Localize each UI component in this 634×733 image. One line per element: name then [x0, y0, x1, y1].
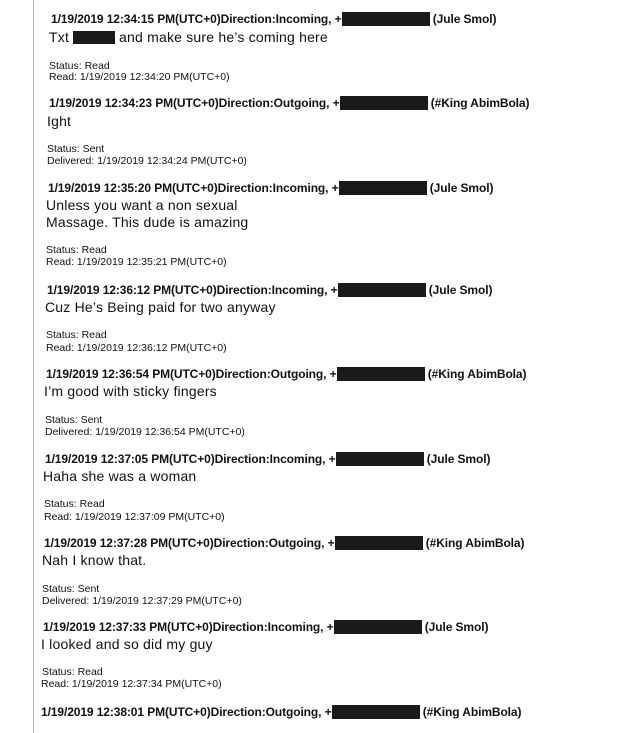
redacted-phone-number — [336, 452, 424, 466]
contact-name: (Jule Smol) — [424, 620, 489, 634]
timestamp: 1/19/2019 12:36:12 PM(UTC+0) — [47, 283, 217, 297]
status-detail: Read: 1/19/2019 12:34:20 PM(UTC+0) — [49, 71, 230, 83]
status-detail: Read: 1/19/2019 12:36:12 PM(UTC+0) — [46, 342, 227, 354]
timestamp: 1/19/2019 12:37:33 PM(UTC+0) — [43, 620, 213, 634]
timestamp: 1/19/2019 12:34:23 PM(UTC+0) — [49, 96, 219, 110]
status-detail: Delivered: 1/19/2019 12:34:24 PM(UTC+0) — [47, 155, 247, 167]
message-text — [42, 552, 146, 569]
message-line: Txt — [49, 29, 70, 45]
timestamp: 1/19/2019 12:37:28 PM(UTC+0) — [44, 536, 214, 550]
redacted-phone-number — [339, 181, 427, 195]
message-header — [47, 283, 492, 297]
status-label: Status: Read — [42, 666, 103, 678]
direction: Direction:Incoming, + — [220, 12, 342, 26]
contact-name: (Jule Smol) — [428, 283, 493, 297]
timestamp: 1/19/2019 12:35:20 PM(UTC+0) — [48, 181, 218, 195]
status-label: Status: Read — [49, 60, 110, 72]
status-label: Status: Sent — [42, 583, 100, 595]
message-line: Unless you want a non sexual — [46, 197, 238, 213]
message-text — [47, 113, 71, 130]
status-label: Status: Read — [46, 244, 107, 256]
message-line: and make sure he’s coming here — [119, 29, 328, 45]
message-text — [49, 29, 328, 46]
message-text — [41, 636, 213, 653]
direction: Direction:Outgoing, + — [210, 705, 332, 719]
contact-name: (Jule Smol) — [429, 181, 494, 195]
status-label: Status: Sent — [45, 414, 103, 426]
redacted-phone-number — [337, 367, 425, 381]
message-text — [46, 197, 248, 231]
message-line: Cuz He’s Being paid for two anyway — [45, 299, 276, 315]
redacted-name — [73, 31, 115, 44]
status-detail: Delivered: 1/19/2019 12:36:54 PM(UTC+0) — [45, 426, 245, 438]
status-detail: Read: 1/19/2019 12:37:34 PM(UTC+0) — [41, 678, 222, 690]
message-header — [41, 705, 521, 719]
redacted-phone-number — [332, 705, 420, 719]
message-header — [43, 620, 488, 634]
message-line: I’m good with sticky fingers — [44, 383, 217, 399]
timestamp: 1/19/2019 12:34:15 PM(UTC+0) — [51, 12, 221, 26]
contact-name: (Jule Smol) — [426, 452, 491, 466]
redacted-phone-number — [338, 283, 426, 297]
message-header — [51, 12, 496, 26]
contact-name: (Jule Smol) — [432, 12, 497, 26]
direction: Direction:Incoming, + — [212, 620, 334, 634]
redacted-phone-number — [335, 536, 423, 550]
status-label: Status: Read — [44, 498, 105, 510]
direction: Direction:Incoming, + — [216, 283, 338, 297]
contact-name: (#King AbimBola) — [427, 367, 527, 381]
direction: Direction:Outgoing, + — [213, 536, 335, 550]
message-header — [48, 181, 493, 195]
message-line: Haha she was a woman — [43, 468, 197, 484]
timestamp: 1/19/2019 12:36:54 PM(UTC+0) — [46, 367, 216, 381]
contact-name: (#King AbimBola) — [425, 536, 525, 550]
message-line: I looked and so did my guy — [41, 636, 213, 652]
direction: Direction:Incoming, + — [217, 181, 339, 195]
contact-name: (#King AbimBola) — [422, 705, 522, 719]
redacted-phone-number — [334, 620, 422, 634]
message-text — [45, 299, 276, 316]
timestamp: 1/19/2019 12:37:05 PM(UTC+0) — [45, 452, 215, 466]
direction: Direction:Outgoing, + — [218, 96, 340, 110]
message-line: Massage. This dude is amazing — [46, 214, 249, 230]
message-line: Ight — [47, 113, 72, 129]
page-left-border — [33, 0, 34, 733]
redacted-phone-number — [342, 12, 430, 26]
status-label: Status: Read — [46, 329, 107, 341]
message-header — [44, 536, 524, 550]
status-label: Status: Sent — [47, 143, 105, 155]
status-detail: Read: 1/19/2019 12:37:09 PM(UTC+0) — [44, 511, 225, 523]
message-text — [43, 468, 196, 485]
redacted-phone-number — [340, 96, 428, 110]
direction: Direction:Outgoing, + — [215, 367, 337, 381]
status-detail: Read: 1/19/2019 12:35:21 PM(UTC+0) — [46, 256, 227, 268]
direction: Direction:Incoming, + — [214, 452, 336, 466]
message-header — [45, 452, 490, 466]
message-line: Nah I know that. — [42, 552, 147, 568]
message-text — [44, 383, 217, 400]
contact-name: (#King AbimBola) — [430, 96, 530, 110]
timestamp: 1/19/2019 12:38:01 PM(UTC+0) — [41, 705, 211, 719]
status-detail: Delivered: 1/19/2019 12:37:29 PM(UTC+0) — [42, 595, 242, 607]
message-header — [46, 367, 526, 381]
message-header — [49, 96, 529, 110]
